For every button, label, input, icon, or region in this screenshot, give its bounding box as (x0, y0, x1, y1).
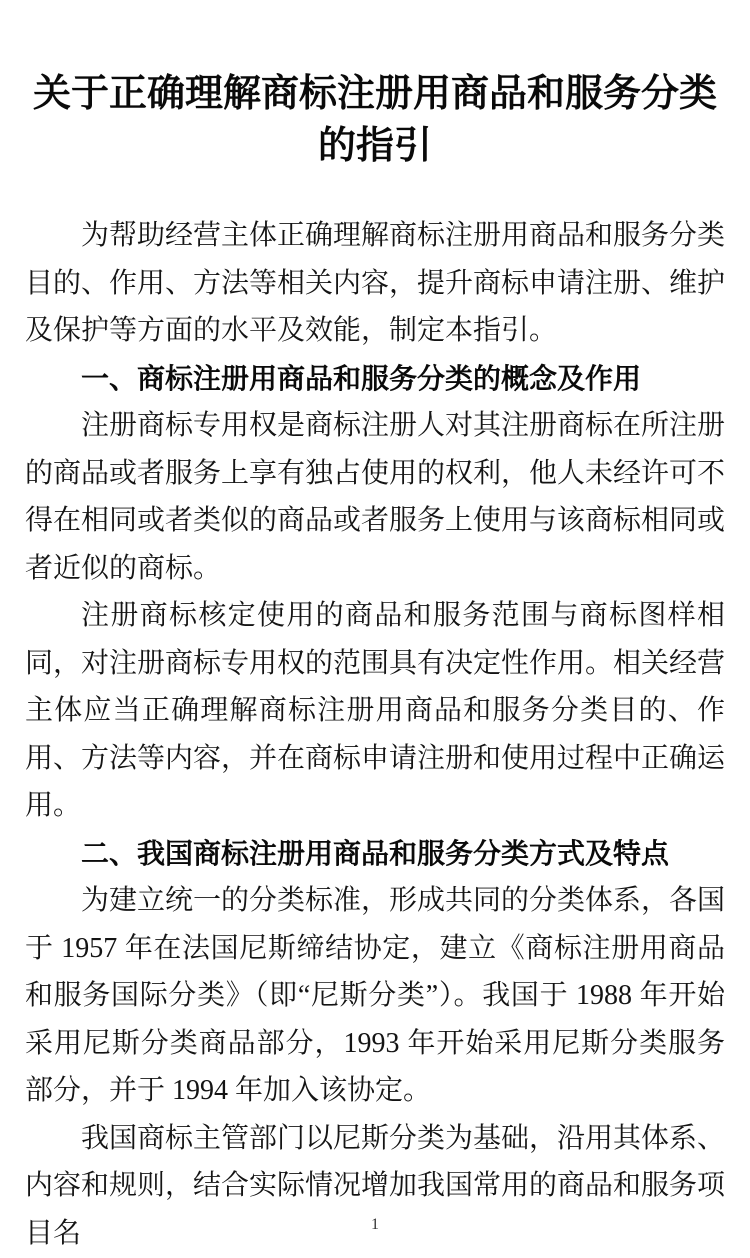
paragraph-exclusive-right: 注册商标专用权是商标注册人对其注册商标在所注册的商品或者服务上享有独占使用的权利，他人未经许可不得在相同或者类似的商品或者服务上使用与该商标相同或者近似的商标。 (25, 410, 726, 584)
section-heading-2: 二、我国商标注册用商品和服务分类方式及特点 (81, 837, 670, 869)
paragraph-nice-agreement: 为建立统一的分类标准，形成共同的分类体系，各国于 1957 年在法国尼斯缔结协定，建立《商标注册用商品和服务国际分类》（即“尼斯分类”）。我国于 1988 年开始采用尼斯分类商品部分，1993 年开始采用尼斯分类服务部分，并于 1994 年加入该协定。 (25, 885, 726, 1106)
page-number: 1 (371, 1216, 379, 1233)
section-heading-1: 一、商标注册用商品和服务分类的概念及作用 (81, 362, 642, 394)
intro-paragraph: 为帮助经营主体正确理解商标注册用商品和服务分类目的、作用、方法等相关内容，提升商标申请注册、维护及保护等方面的水平及效能，制定本指引。 (25, 220, 726, 346)
document-body (25, 212, 725, 1257)
paragraph-approved-scope: 注册商标核定使用的商品和服务范围与商标图样相同，对注册商标专用权的范围具有决定性作用。相关经营主体应当正确理解商标注册用商品和服务分类目的、作用、方法等内容，并在商标申请注册和使用过程中正确运用。 (25, 600, 726, 821)
paragraph-china-adoption: 我国商标主管部门以尼斯分类为基础，沿用其体系、内容和规则，结合实际情况增加我国常用的商品和服务项目名 (25, 1122, 726, 1249)
document-title: 关于正确理解商标注册用商品和服务分类的指引 (32, 73, 717, 167)
